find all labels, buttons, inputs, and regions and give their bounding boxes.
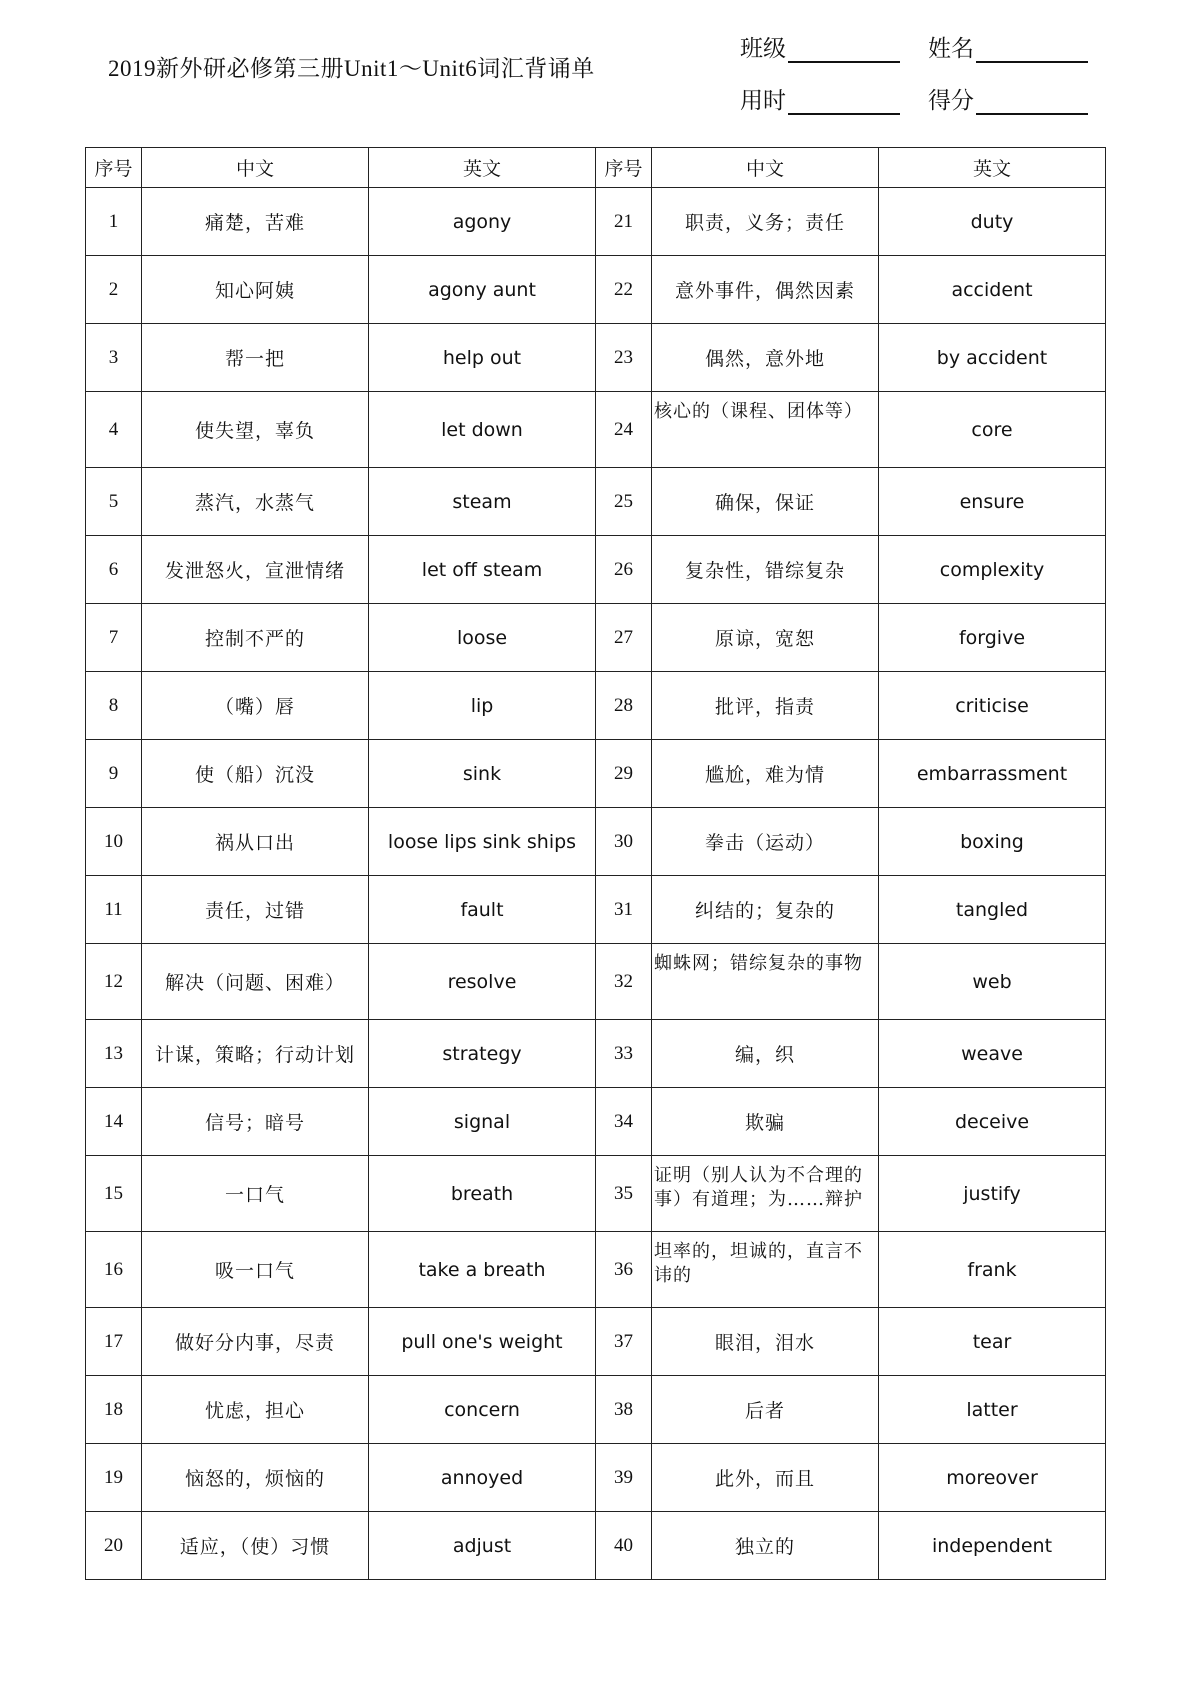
entry-chinese: 眼泪，泪水 bbox=[652, 1308, 879, 1376]
entry-chinese: 适应，（使）习惯 bbox=[142, 1512, 369, 1580]
entry-number: 19 bbox=[86, 1444, 142, 1512]
entry-number: 1 bbox=[86, 188, 142, 256]
entry-english: independent bbox=[879, 1512, 1106, 1580]
header-number: 序号 bbox=[86, 148, 142, 188]
entry-number: 21 bbox=[596, 188, 652, 256]
entry-number: 35 bbox=[596, 1156, 652, 1232]
table-row bbox=[86, 1232, 1106, 1308]
entry-english: moreover bbox=[879, 1444, 1106, 1512]
entry-english: justify bbox=[879, 1156, 1106, 1232]
entry-chinese: 原谅，宽恕 bbox=[652, 604, 879, 672]
table-row bbox=[86, 604, 1106, 672]
entry-chinese: 编，织 bbox=[652, 1020, 879, 1088]
entry-number: 14 bbox=[86, 1088, 142, 1156]
entry-number: 36 bbox=[596, 1232, 652, 1308]
entry-chinese: 尴尬，难为情 bbox=[652, 740, 879, 808]
entry-english: deceive bbox=[879, 1088, 1106, 1156]
entry-number: 13 bbox=[86, 1020, 142, 1088]
entry-number: 27 bbox=[596, 604, 652, 672]
entry-number: 3 bbox=[86, 324, 142, 392]
entry-number: 9 bbox=[86, 740, 142, 808]
table-row bbox=[86, 1088, 1106, 1156]
header-number: 序号 bbox=[596, 148, 652, 188]
entry-number: 39 bbox=[596, 1444, 652, 1512]
entry-chinese: 祸从口出 bbox=[142, 808, 369, 876]
score-blank-line[interactable] bbox=[976, 93, 1088, 115]
entry-number: 2 bbox=[86, 256, 142, 324]
entry-chinese: 解决（问题、困难） bbox=[142, 944, 369, 1020]
table-row bbox=[86, 944, 1106, 1020]
entry-chinese: 确保，保证 bbox=[652, 468, 879, 536]
entry-chinese: 信号；暗号 bbox=[142, 1088, 369, 1156]
vocabulary-table bbox=[85, 147, 1106, 1580]
entry-english: help out bbox=[369, 324, 596, 392]
entry-chinese: 独立的 bbox=[652, 1512, 879, 1580]
entry-chinese: 拳击（运动） bbox=[652, 808, 879, 876]
entry-english: resolve bbox=[369, 944, 596, 1020]
entry-chinese: 使失望，辜负 bbox=[142, 392, 369, 468]
entry-english: strategy bbox=[369, 1020, 596, 1088]
entry-english: tear bbox=[879, 1308, 1106, 1376]
entry-chinese: 责任，过错 bbox=[142, 876, 369, 944]
entry-number: 31 bbox=[596, 876, 652, 944]
table-row bbox=[86, 1512, 1106, 1580]
entry-number: 10 bbox=[86, 808, 142, 876]
entry-number: 7 bbox=[86, 604, 142, 672]
entry-chinese: 纠结的；复杂的 bbox=[652, 876, 879, 944]
entry-chinese: 帮一把 bbox=[142, 324, 369, 392]
entry-chinese: 吸一口气 bbox=[142, 1232, 369, 1308]
entry-english: annoyed bbox=[369, 1444, 596, 1512]
entry-english: duty bbox=[879, 188, 1106, 256]
entry-number: 29 bbox=[596, 740, 652, 808]
header-chinese: 中文 bbox=[142, 148, 369, 188]
entry-chinese: 忧虑，担心 bbox=[142, 1376, 369, 1444]
entry-number: 15 bbox=[86, 1156, 142, 1232]
entry-number: 11 bbox=[86, 876, 142, 944]
entry-chinese: 蒸汽，水蒸气 bbox=[142, 468, 369, 536]
entry-english: accident bbox=[879, 256, 1106, 324]
table-header-row bbox=[86, 148, 1106, 188]
entry-english: by accident bbox=[879, 324, 1106, 392]
entry-english: take a breath bbox=[369, 1232, 596, 1308]
entry-number: 17 bbox=[86, 1308, 142, 1376]
class-label: 班级 bbox=[740, 36, 786, 62]
table-row bbox=[86, 1020, 1106, 1088]
entry-chinese: 控制不严的 bbox=[142, 604, 369, 672]
table-row bbox=[86, 1444, 1106, 1512]
entry-english: latter bbox=[879, 1376, 1106, 1444]
entry-number: 37 bbox=[596, 1308, 652, 1376]
time-label: 用时 bbox=[740, 88, 786, 114]
page-title: 2019新外研必修第三册Unit1～Unit6词汇背诵单 bbox=[108, 56, 595, 81]
entry-chinese: 使（船）沉没 bbox=[142, 740, 369, 808]
entry-number: 25 bbox=[596, 468, 652, 536]
entry-english: criticise bbox=[879, 672, 1106, 740]
entry-chinese: 证明（别人认为不合理的事）有道理；为……辩护 bbox=[652, 1156, 879, 1232]
entry-english: fault bbox=[369, 876, 596, 944]
entry-english: frank bbox=[879, 1232, 1106, 1308]
entry-english: signal bbox=[369, 1088, 596, 1156]
entry-number: 6 bbox=[86, 536, 142, 604]
entry-number: 28 bbox=[596, 672, 652, 740]
entry-english: let off steam bbox=[369, 536, 596, 604]
entry-english: loose bbox=[369, 604, 596, 672]
table-row bbox=[86, 740, 1106, 808]
table-row bbox=[86, 808, 1106, 876]
entry-chinese: 欺骗 bbox=[652, 1088, 879, 1156]
entry-chinese: 知心阿姨 bbox=[142, 256, 369, 324]
class-blank-line[interactable] bbox=[788, 41, 900, 63]
entry-number: 33 bbox=[596, 1020, 652, 1088]
table-row bbox=[86, 1376, 1106, 1444]
entry-chinese: 蜘蛛网；错综复杂的事物 bbox=[652, 944, 879, 1020]
time-field[interactable] bbox=[740, 82, 900, 115]
entry-english: boxing bbox=[879, 808, 1106, 876]
entry-number: 23 bbox=[596, 324, 652, 392]
table-row bbox=[86, 188, 1106, 256]
name-field[interactable] bbox=[928, 30, 1088, 63]
table-row bbox=[86, 256, 1106, 324]
entry-english: let down bbox=[369, 392, 596, 468]
entry-english: web bbox=[879, 944, 1106, 1020]
score-field[interactable] bbox=[928, 82, 1088, 115]
entry-chinese: 后者 bbox=[652, 1376, 879, 1444]
entry-number: 5 bbox=[86, 468, 142, 536]
entry-english: weave bbox=[879, 1020, 1106, 1088]
entry-chinese: 复杂性，错综复杂 bbox=[652, 536, 879, 604]
entry-number: 32 bbox=[596, 944, 652, 1020]
entry-number: 18 bbox=[86, 1376, 142, 1444]
entry-chinese: （嘴）唇 bbox=[142, 672, 369, 740]
entry-chinese: 做好分内事，尽责 bbox=[142, 1308, 369, 1376]
entry-chinese: 恼怒的，烦恼的 bbox=[142, 1444, 369, 1512]
entry-chinese: 批评，指责 bbox=[652, 672, 879, 740]
entry-english: pull one's weight bbox=[369, 1308, 596, 1376]
score-label: 得分 bbox=[928, 88, 974, 114]
entry-english: ensure bbox=[879, 468, 1106, 536]
table-row bbox=[86, 536, 1106, 604]
entry-english: loose lips sink ships bbox=[369, 808, 596, 876]
header-chinese: 中文 bbox=[652, 148, 879, 188]
entry-chinese: 痛楚，苦难 bbox=[142, 188, 369, 256]
entry-number: 34 bbox=[596, 1088, 652, 1156]
entry-number: 8 bbox=[86, 672, 142, 740]
entry-number: 24 bbox=[596, 392, 652, 468]
entry-number: 4 bbox=[86, 392, 142, 468]
entry-english: steam bbox=[369, 468, 596, 536]
entry-number: 16 bbox=[86, 1232, 142, 1308]
table-row bbox=[86, 672, 1106, 740]
table-row bbox=[86, 392, 1106, 468]
entry-chinese: 此外，而且 bbox=[652, 1444, 879, 1512]
time-blank-line[interactable] bbox=[788, 93, 900, 115]
entry-number: 30 bbox=[596, 808, 652, 876]
header-english: 英文 bbox=[879, 148, 1106, 188]
entry-english: sink bbox=[369, 740, 596, 808]
class-field[interactable] bbox=[740, 30, 900, 63]
entry-chinese: 一口气 bbox=[142, 1156, 369, 1232]
name-blank-line[interactable] bbox=[976, 41, 1088, 63]
table-row bbox=[86, 876, 1106, 944]
entry-number: 26 bbox=[596, 536, 652, 604]
entry-english: forgive bbox=[879, 604, 1106, 672]
entry-english: core bbox=[879, 392, 1106, 468]
entry-number: 40 bbox=[596, 1512, 652, 1580]
entry-chinese: 职责，义务；责任 bbox=[652, 188, 879, 256]
table-row bbox=[86, 1308, 1106, 1376]
entry-chinese: 意外事件，偶然因素 bbox=[652, 256, 879, 324]
entry-english: lip bbox=[369, 672, 596, 740]
entry-english: embarrassment bbox=[879, 740, 1106, 808]
entry-english: agony bbox=[369, 188, 596, 256]
entry-english: concern bbox=[369, 1376, 596, 1444]
table-row bbox=[86, 1156, 1106, 1232]
entry-english: breath bbox=[369, 1156, 596, 1232]
entry-english: complexity bbox=[879, 536, 1106, 604]
entry-chinese: 计谋，策略；行动计划 bbox=[142, 1020, 369, 1088]
entry-number: 22 bbox=[596, 256, 652, 324]
entry-chinese: 坦率的，坦诚的，直言不讳的 bbox=[652, 1232, 879, 1308]
table-row bbox=[86, 468, 1106, 536]
name-label: 姓名 bbox=[928, 36, 974, 62]
entry-english: agony aunt bbox=[369, 256, 596, 324]
entry-number: 12 bbox=[86, 944, 142, 1020]
entry-chinese: 核心的（课程、团体等） bbox=[652, 392, 879, 468]
entry-english: tangled bbox=[879, 876, 1106, 944]
header-english: 英文 bbox=[369, 148, 596, 188]
entry-number: 38 bbox=[596, 1376, 652, 1444]
entry-number: 20 bbox=[86, 1512, 142, 1580]
table-row bbox=[86, 324, 1106, 392]
entry-chinese: 偶然，意外地 bbox=[652, 324, 879, 392]
entry-english: adjust bbox=[369, 1512, 596, 1580]
entry-chinese: 发泄怒火，宣泄情绪 bbox=[142, 536, 369, 604]
